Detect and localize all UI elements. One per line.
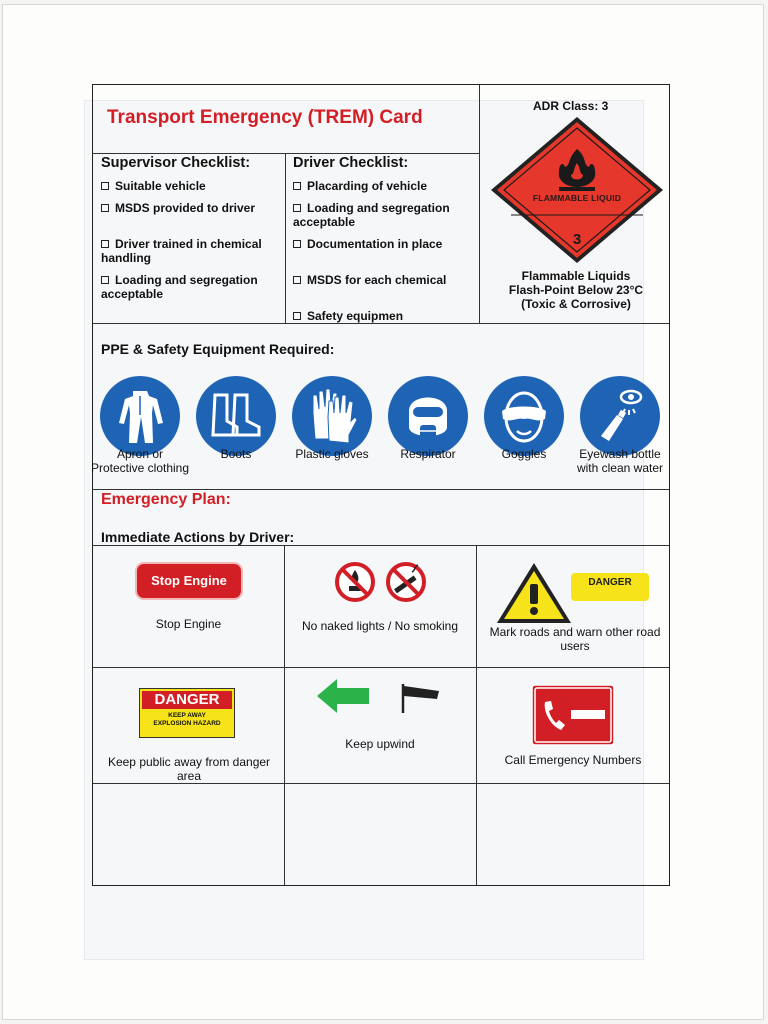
checkbox-icon[interactable] [293,182,301,190]
checkbox-icon[interactable] [293,312,301,320]
driver-item: Placarding of vehicle [293,179,477,193]
supervisor-item: Loading and segregation acceptable [101,273,258,301]
driver-item: Documentation in place [293,237,477,251]
action-label: Stop Engine [155,617,222,631]
ppe-label: Goggles [501,447,547,461]
respirator-icon [387,375,469,457]
action-label: No naked lights / No smoking [301,619,459,633]
card-title: Transport Emergency (TREM) Card [107,107,423,128]
goggles-icon [483,375,565,457]
driver-item: Loading and segregation acceptable [293,201,450,229]
hazard-class-number: 3 [572,231,582,248]
hazard-caption: Flammable Liquids Flash-Point Below 23°C (Toxic & Corrosive) [508,269,644,311]
danger-board: DANGER KEEP AWAY EXPLOSION HAZARD [139,688,235,738]
supervisor-item: MSDS provided to driver [101,201,281,215]
immediate-actions-heading: Immediate Actions by Driver: [101,529,295,545]
driver-checklist-heading: Driver Checklist: [293,155,409,171]
ppe-label: Boots [220,447,252,461]
action-label: Mark roads and warn other road users [489,625,661,653]
ppe-label: Apron or Protective clothing [90,447,190,475]
gloves-icon [291,375,373,457]
checkbox-icon[interactable] [293,204,301,212]
driver-item: Safety equipmen [293,309,477,323]
flammable-liquid-sign-text: FLAMMABLE LIQUID [532,193,622,203]
checkbox-icon[interactable] [293,240,301,248]
protective-clothing-icon [99,375,181,457]
empty-action-cell [285,784,476,884]
empty-action-cell [93,784,284,884]
ppe-heading: PPE & Safety Equipment Required: [101,341,335,357]
action-label: Keep upwind [345,737,415,751]
checkbox-icon[interactable] [101,204,109,212]
supervisor-item: Suitable vehicle [101,179,281,193]
danger-tag: DANGER [571,573,649,601]
checkbox-icon[interactable] [293,276,301,284]
supervisor-item: Driver trained in chemical handling [101,237,262,265]
emergency-phone-icon [531,684,615,746]
no-smoking-icon [384,562,430,602]
emergency-plan-heading: Emergency Plan: [101,491,231,508]
boots-icon [195,375,277,457]
trem-card [92,84,670,886]
warning-triangle-icon [495,560,573,626]
driver-item: MSDS for each chemical [293,273,477,287]
ppe-label: Eyewash bottle with clean water [576,447,664,475]
no-naked-lights-icon [333,562,379,602]
adr-class-label: ADR Class: 3 [533,99,609,113]
windsock-icon [399,681,443,715]
supervisor-checklist-heading: Supervisor Checklist: [101,155,251,171]
action-label: Keep public away from danger area [107,755,271,783]
checkbox-icon[interactable] [101,182,109,190]
empty-action-cell [477,784,669,884]
flammable-liquid-diamond-icon [487,115,667,265]
checkbox-icon[interactable] [101,240,109,248]
action-label: Call Emergency Numbers [504,753,642,767]
ppe-label: Respirator [400,447,456,461]
upwind-arrow-icon [315,677,371,715]
ppe-label: Plastic gloves [295,447,369,461]
checkbox-icon[interactable] [101,276,109,284]
eyewash-icon [579,375,661,457]
stop-engine-sign: Stop Engine [137,564,241,598]
